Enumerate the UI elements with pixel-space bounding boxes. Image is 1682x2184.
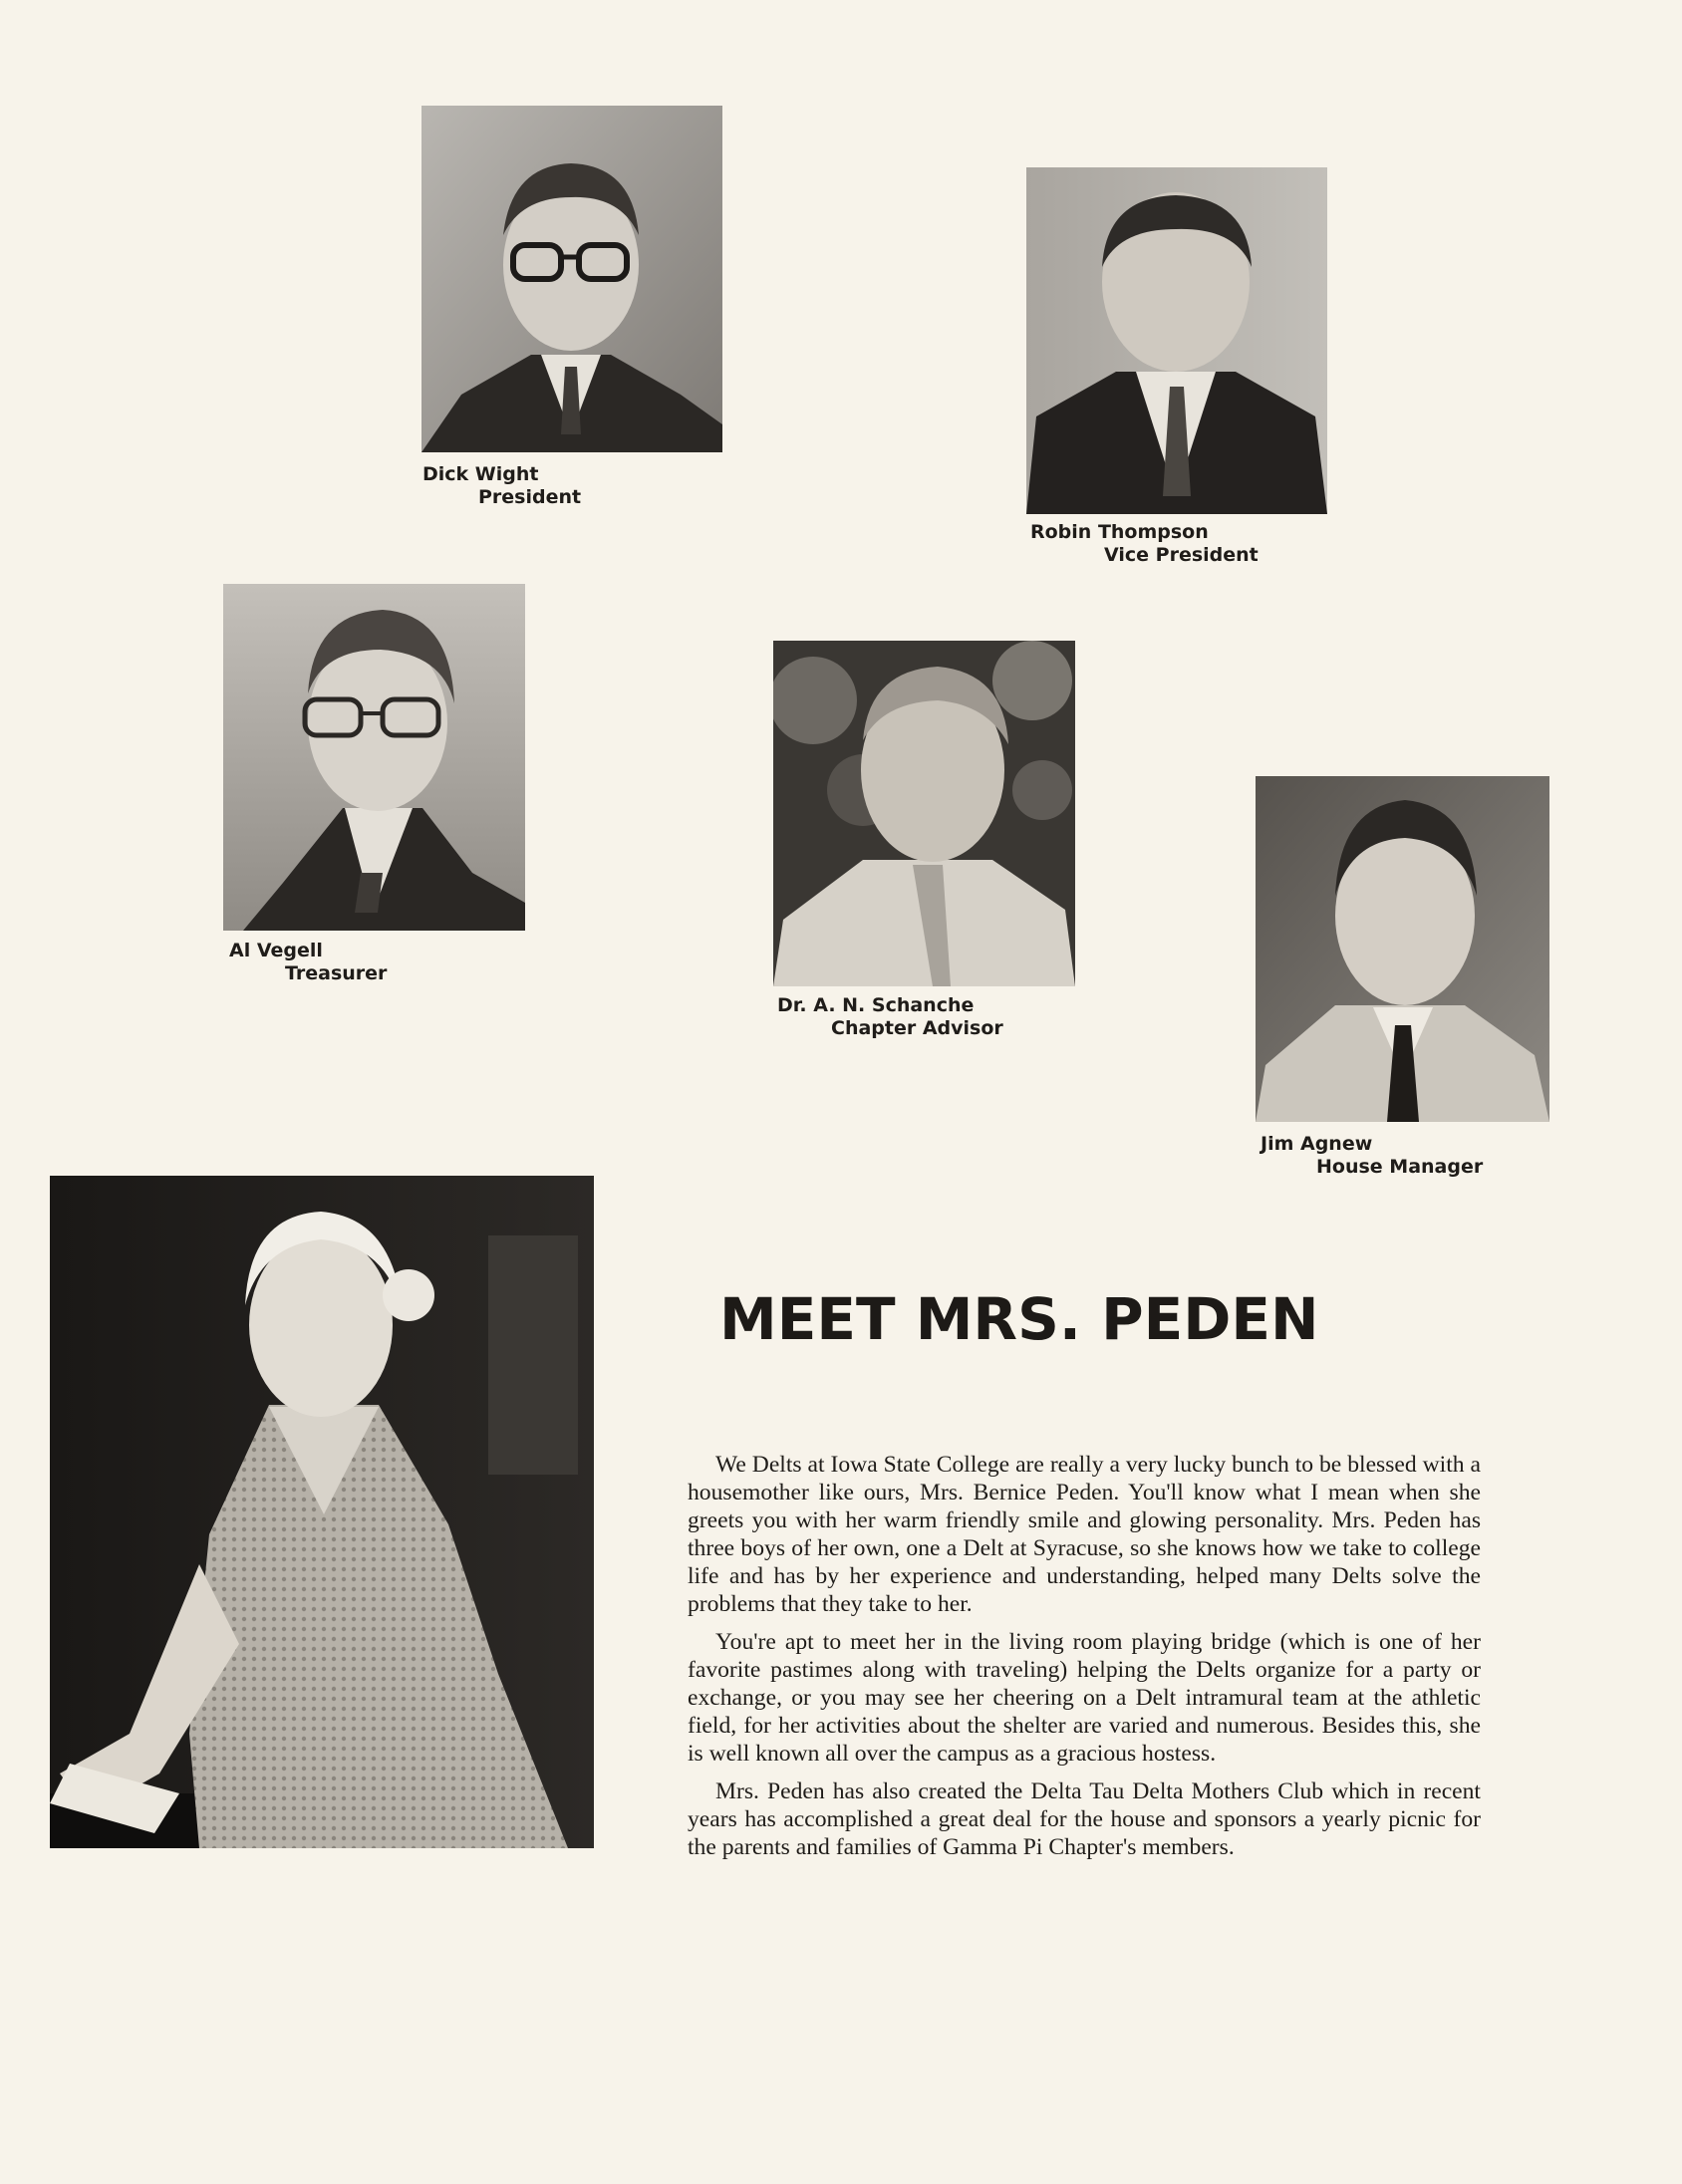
- caption-robin-thompson: [1030, 521, 1259, 567]
- article-body: [688, 1451, 1481, 1871]
- article-paragraph: You're apt to meet her in the living room playing bridge (which is one of her favorite pastimes along with traveling) helping the Delts organize for a party or exchange, or you may see her cheering on a Delt intramural team at the athletic field, for her activities about the shelter are varied and numerous. Besides this, she is well known all over the campus as a gracious hostess.: [688, 1629, 1481, 1767]
- officer-title: Treasurer: [285, 962, 388, 984]
- officer-title: House Manager: [1316, 1156, 1484, 1178]
- portrait-al-vegell: [223, 584, 525, 931]
- portrait-jim-agnew: [1256, 776, 1549, 1122]
- article-paragraph: Mrs. Peden has also created the Delta Tau Delta Mothers Club which in recent years has accomplished a great deal for the house and sponsors a yearly picnic for the parents and families of Gamma Pi Chapter's members.: [688, 1778, 1481, 1860]
- photo-mrs-peden: [50, 1176, 594, 1848]
- officer-title: Chapter Advisor: [831, 1017, 1003, 1039]
- officer-title: President: [478, 486, 582, 508]
- caption-dr-schanche: [777, 994, 1003, 1040]
- article-paragraph: We Delts at Iowa State College are really a very lucky bunch to be blessed with a housemother like ours, Mrs. Bernice Peden. You'll know what I mean when she greets you with her warm friendly smile and glowing personality. Mrs. Peden has three boys of her own, one a Delt at Syracuse, so she knows how we take to college life and has by her experience and understanding, helped many Delts solve the problems that they take to her.: [688, 1452, 1481, 1617]
- caption-jim-agnew: [1261, 1133, 1483, 1179]
- portrait-robin-thompson: [1026, 167, 1327, 514]
- officer-name: Robin Thompson: [1030, 521, 1209, 543]
- caption-dick-wight: [422, 463, 581, 509]
- portrait-dr-schanche: [773, 641, 1075, 986]
- portrait-dick-wight: [421, 106, 722, 452]
- caption-al-vegell: [229, 940, 387, 985]
- officer-name: Jim Agnew: [1261, 1133, 1373, 1155]
- officer-name: Al Vegell: [229, 940, 323, 961]
- officer-name: Dr. A. N. Schanche: [777, 994, 975, 1016]
- officer-name: Dick Wight: [422, 463, 539, 485]
- page-title: MEET MRS. PEDEN: [719, 1285, 1319, 1353]
- officer-title: Vice President: [1104, 544, 1259, 566]
